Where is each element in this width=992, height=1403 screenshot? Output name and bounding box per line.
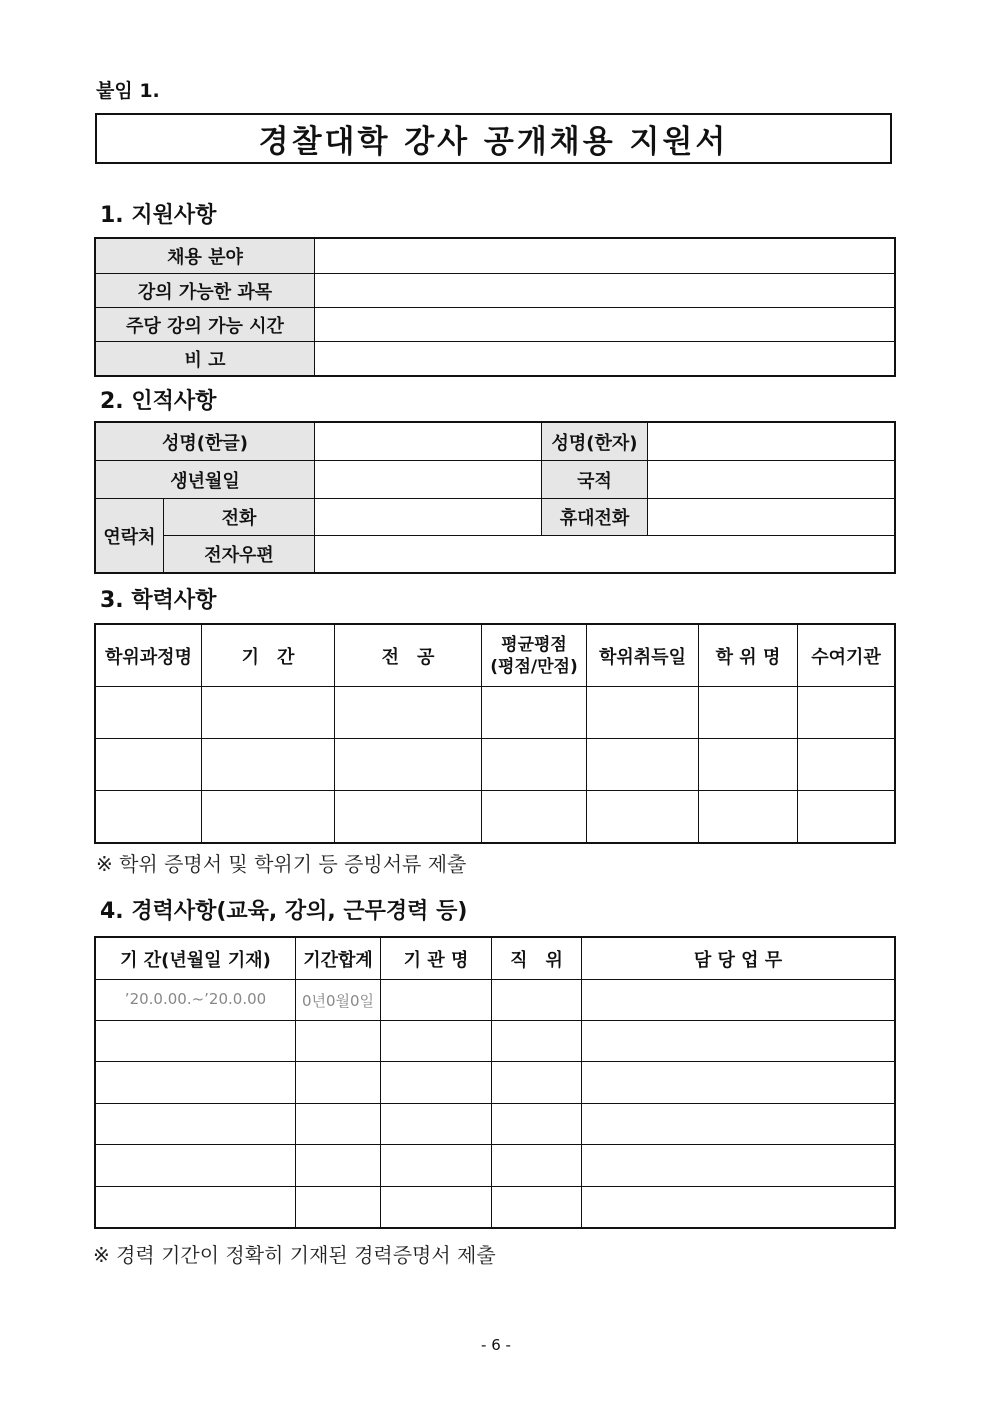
col-institution: 수여기관 [798,625,895,687]
table-row [96,980,895,1021]
table-cell[interactable] [96,1187,296,1228]
table-cell[interactable] [798,687,895,739]
table-cell[interactable] [582,980,895,1021]
table-cell[interactable] [96,791,202,843]
field-label-hours: 주당 강의 가능 시간 [96,308,315,342]
table-cell[interactable] [381,1021,492,1062]
field-input-hours[interactable] [315,308,895,342]
section2-heading: 2. 인적사항 [100,389,217,414]
table-row [96,1104,895,1145]
field-label-remarks: 비 고 [96,342,315,376]
col-gpa-line1: 평균평점 [501,634,567,655]
table-cell[interactable] [335,687,482,739]
nationality-input[interactable] [648,461,895,499]
email-label: 전자우편 [164,536,315,573]
table-cell[interactable] [96,1145,296,1187]
table-cell[interactable] [296,1062,381,1104]
email-input[interactable] [315,536,895,573]
table-cell[interactable] [96,1062,296,1104]
table-cell[interactable] [492,1187,582,1228]
table-cell[interactable] [798,791,895,843]
table-cell[interactable] [96,687,202,739]
section3-heading: 3. 학력사항 [100,588,217,613]
table-cell[interactable] [492,1145,582,1187]
table-cell[interactable] [381,1062,492,1104]
table-cell[interactable] [587,687,699,739]
name-kor-input[interactable] [315,423,542,461]
col-degree-course: 학위과정명 [96,625,202,687]
field-input-subjects[interactable] [315,274,895,308]
col-organization: 기 관 명 [381,938,492,980]
attachment-label: 붙임 1. [96,80,160,102]
table-cell[interactable] [335,739,482,791]
table-row [96,687,895,739]
table-row [96,1062,895,1104]
table-cell[interactable] [699,739,798,791]
education-note: ※ 학위 증명서 및 학위기 등 증빙서류 제출 [96,852,467,876]
contact-label: 연락처 [96,499,164,573]
col-career-period: 기 간(년월일 기재) [96,938,296,980]
table-cell[interactable] [699,687,798,739]
table-cell[interactable] [296,1187,381,1228]
career-table [95,937,895,1228]
field-label-subjects: 강의 가능한 과목 [96,274,315,308]
table-cell[interactable] [296,1021,381,1062]
col-major [335,625,482,687]
table-cell[interactable] [699,791,798,843]
table-cell[interactable] [202,791,335,843]
name-han-input[interactable] [648,423,895,461]
section4-heading: 4. 경력사항(교육, 강의, 근무경력 등) [100,899,468,924]
name-han-label: 성명(한자) [542,423,648,461]
table-cell[interactable] [96,1021,296,1062]
table-row [96,1021,895,1062]
table-cell[interactable] [202,739,335,791]
table-cell[interactable] [296,1145,381,1187]
table-cell[interactable] [587,739,699,791]
nationality-label: 국적 [542,461,648,499]
col-degree-date: 학위취득일 [587,625,699,687]
phone-input[interactable] [315,499,542,536]
col-period-text: 기 간 [241,646,295,668]
col-degree-name: 학 위 명 [699,625,798,687]
table-cell[interactable] [492,1062,582,1104]
col-gpa [482,625,587,687]
name-kor-label: 성명(한글) [96,423,315,461]
education-table [95,624,895,843]
col-position: 직 위 [492,938,582,980]
personal-info-table [95,422,895,573]
table-row [96,1187,895,1228]
sample-period[interactable]: ’20.0.00.~’20.0.00 [96,980,296,1021]
table-cell[interactable] [582,1187,895,1228]
table-cell[interactable] [96,739,202,791]
page-number: - 6 - [481,1336,511,1354]
table-cell[interactable] [96,1104,296,1145]
birth-label: 생년월일 [96,461,315,499]
career-note: ※ 경력 기간이 정확히 기재된 경력증명서 제출 [93,1243,496,1267]
table-cell[interactable] [381,1187,492,1228]
table-cell[interactable] [482,687,587,739]
table-cell[interactable] [296,1104,381,1145]
table-cell[interactable] [582,1145,895,1187]
col-duties: 담 당 업 무 [582,938,895,980]
table-cell[interactable] [482,791,587,843]
field-label-field: 채용 분야 [96,239,315,274]
form-title: 경찰대학 강사 공개채용 지원서 [95,113,892,164]
col-career-total: 기간합계 [296,938,381,980]
table-cell[interactable] [492,1104,582,1145]
table-cell[interactable] [381,1104,492,1145]
table-cell[interactable] [381,1145,492,1187]
mobile-label: 휴대전화 [542,499,648,536]
section1-heading: 1. 지원사항 [100,203,217,228]
table-cell[interactable] [582,1021,895,1062]
table-cell[interactable] [582,1104,895,1145]
table-cell[interactable] [482,739,587,791]
table-cell[interactable] [492,980,582,1021]
table-cell[interactable] [582,1062,895,1104]
phone-label: 전화 [164,499,315,536]
table-cell[interactable] [492,1021,582,1062]
table-row [96,739,895,791]
field-input-remarks[interactable] [315,342,895,376]
table-cell[interactable] [335,791,482,843]
application-table [95,238,895,376]
sample-total[interactable]: 0년0월0일 [296,980,381,1021]
table-cell[interactable] [202,687,335,739]
field-input-field[interactable] [315,239,895,274]
birth-input[interactable] [315,461,542,499]
table-cell[interactable] [587,791,699,843]
col-gpa-line2: (평점/만점) [490,656,578,677]
table-cell[interactable] [381,980,492,1021]
col-period [202,625,335,687]
table-cell[interactable] [798,739,895,791]
table-row [96,1145,895,1187]
table-row [96,791,895,843]
col-major-text: 전 공 [381,646,435,668]
mobile-input[interactable] [648,499,895,536]
